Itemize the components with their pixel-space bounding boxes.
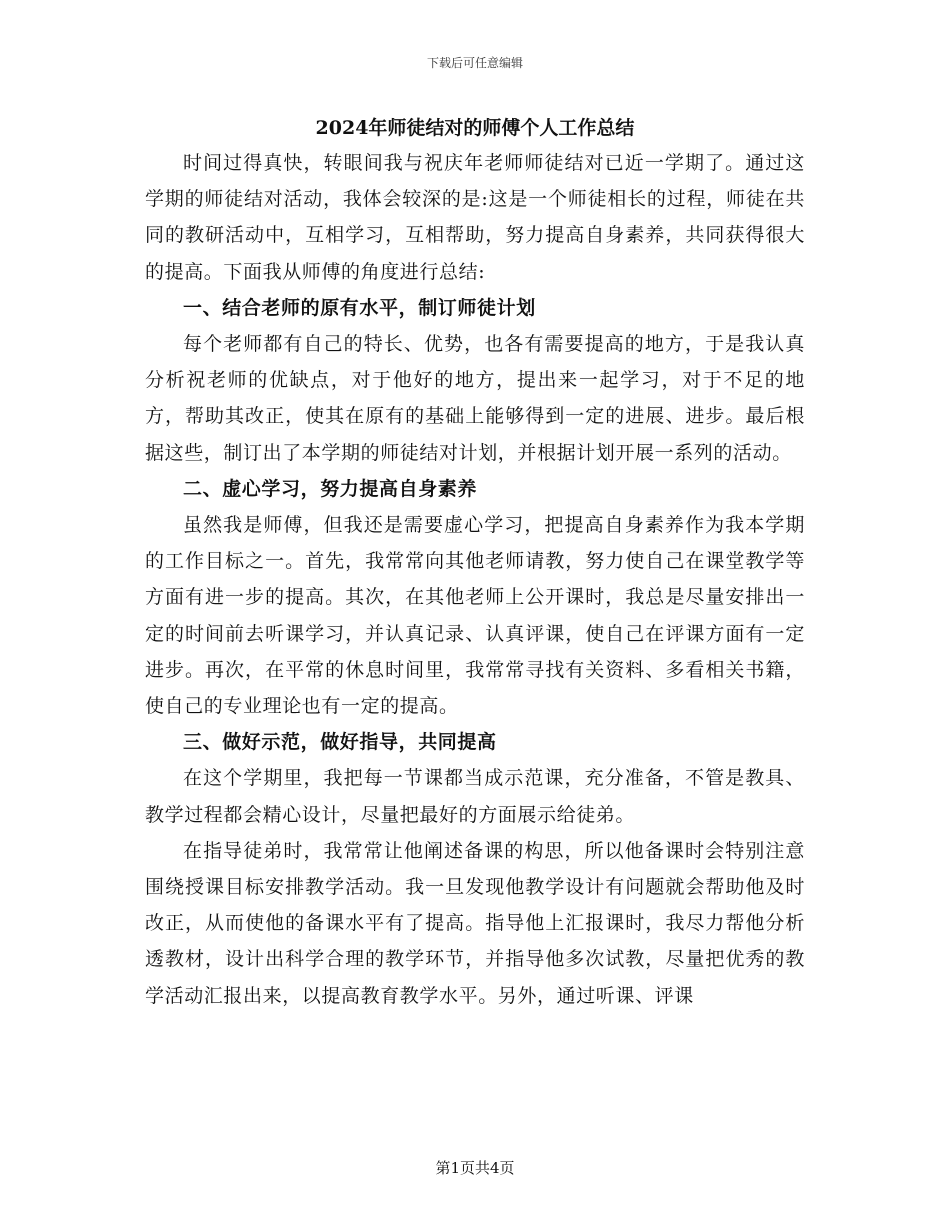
page-number: 第1页共4页 [435, 1159, 515, 1177]
section-3-paragraph-2: 在指导徒弟时，我常常让他阐述备课的构思，所以他备课时会特别注意围绕授课目标安排教学活动。我一旦发现他教学设计有问题就会帮助他及时改正，从而使他的备课水平有了提高。指导他上汇报课时，我尽力帮他分析透教材，设计出科学合理的教学环节，并指导他多次试教，尽量把优秀的教学活动汇报出来，以提高教育教学水平。另外，通过听课、评课 [145, 839, 805, 1007]
page-header-note: 下载后可任意编辑 [426, 56, 523, 70]
document-title: 2024年师徒结对的师傅个人工作总结 [315, 117, 635, 139]
document-body [145, 145, 805, 1014]
section-1-paragraph-1: 每个老师都有自己的特长、优势，也各有需要提高的地方，于是我认真分析祝老师的优缺点，对于他好的地方，提出来一起学习，对于不足的地方，帮助其改正，使其在原有的基础上能够得到一定的进展、进步。最后根据这些，制订出了本学期的师徒结对计划，并根据计划开展一系列的活动。 [145, 333, 805, 464]
intro-paragraph: 时间过得真快，转眼间我与祝庆年老师师徒结对已近一学期了。通过这学期的师徒结对活动，我体会较深的是:这是一个师徒相长的过程，师徒在共同的教研活动中，互相学习，互相帮助，努力提高自身素养，共同获得很大的提高。下面我从师傅的角度进行总结: [145, 152, 805, 283]
section-heading-3: 三、做好示范，做好指导，共同提高 [183, 731, 497, 754]
section-2-paragraph-1: 虽然我是师傅，但我还是需要虚心学习，把提高自身素养作为我本学期的工作目标之一。首先，我常常向其他老师请教，努力使自己在课堂教学等方面有进一步的提高。其次，在其他老师上公开课时，我总是尽量安排出一定的时间前去听课学习，并认真记录、认真评课，使自己在评课方面有一定进步。再次，在平常的休息时间里，我常常寻找有关资料、多看相关书籍，使自己的专业理论也有一定的提高。 [145, 514, 805, 718]
section-heading-1: 一、结合老师的原有水平，制订师徒计划 [183, 296, 536, 319]
section-3-paragraph-1: 在这个学期里，我把每一节课都当成示范课，充分准备，不管是教具、教学过程都会精心设计，尽量把最好的方面展示给徒弟。 [145, 767, 805, 826]
section-heading-2: 二、虚心学习，努力提高自身素养 [183, 477, 478, 500]
